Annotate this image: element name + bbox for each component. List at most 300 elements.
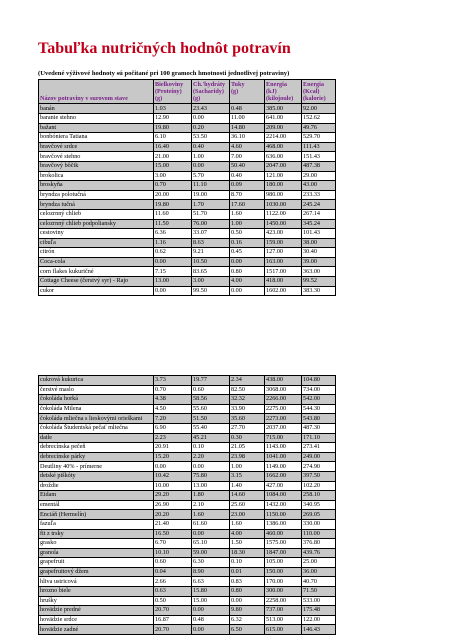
food-name-cell: čokoláda mliečna s lieskovými orieškami <box>39 414 154 424</box>
food-name-cell: brokolica <box>39 171 154 181</box>
energy-kcal-cell: 544.30 <box>302 404 336 414</box>
fat-cell: 1.00 <box>230 462 265 472</box>
energy-kj-cell: 418.00 <box>265 277 302 287</box>
energy-kcal-cell: 533.00 <box>302 596 336 606</box>
food-name-cell: čokoláda horká <box>39 395 154 405</box>
fat-cell: 2.34 <box>230 376 265 386</box>
food-name-cell: Eidam <box>39 491 154 501</box>
carbs-cell: 55.40 <box>192 423 230 433</box>
carbs-cell: 0.00 <box>192 462 230 472</box>
energy-kcal-cell: 258.10 <box>302 491 336 501</box>
protein-cell: 15.00 <box>154 161 192 171</box>
table-row <box>39 414 336 424</box>
protein-cell: 0.50 <box>154 596 192 606</box>
fat-cell: 6.50 <box>230 625 265 635</box>
food-name-cell: grapefruit <box>39 558 154 568</box>
energy-kcal-cell: 383.30 <box>302 286 336 296</box>
table-row <box>39 423 336 433</box>
carbs-cell: 0.00 <box>192 113 230 123</box>
protein-cell: 3.00 <box>154 171 192 181</box>
carbs-cell: 1.00 <box>192 152 230 162</box>
table-row <box>39 104 336 114</box>
protein-cell: 12.90 <box>154 113 192 123</box>
fat-cell: 1.60 <box>230 519 265 529</box>
fat-cell: 1.60 <box>230 209 265 219</box>
table-row <box>39 385 336 395</box>
carbs-cell: 6.63 <box>192 577 230 587</box>
protein-cell: 10.00 <box>154 481 192 491</box>
fat-cell: 1.00 <box>230 219 265 229</box>
protein-cell: 20.20 <box>154 510 192 520</box>
energy-kj-cell: 636.00 <box>265 152 302 162</box>
table-row <box>39 452 336 462</box>
food-name-cell: citrón <box>39 248 154 258</box>
fat-cell: 0.45 <box>230 248 265 258</box>
energy-kcal-cell: 111.43 <box>302 142 336 152</box>
food-name-cell: hovädzie zadné <box>39 625 154 635</box>
energy-kcal-cell: 36.00 <box>302 567 336 577</box>
food-name-cell: banán <box>39 104 154 114</box>
carbs-cell: 3.00 <box>192 277 230 287</box>
energy-kcal-cell: 110.00 <box>302 529 336 539</box>
protein-cell: 2.66 <box>154 577 192 587</box>
carbs-cell: 53.50 <box>192 133 230 143</box>
table-row <box>39 181 336 191</box>
protein-cell: 20.91 <box>154 443 192 453</box>
table-row <box>39 209 336 219</box>
energy-kj-cell: 385.00 <box>265 104 302 114</box>
table-header-row <box>39 80 336 104</box>
carbs-cell: 65.10 <box>192 539 230 549</box>
food-name-cell: bravčový bôčik <box>39 161 154 171</box>
carbs-cell: 55.60 <box>192 404 230 414</box>
fat-cell: 1.40 <box>230 481 265 491</box>
table-row <box>39 277 336 287</box>
carbs-cell: 75.80 <box>192 471 230 481</box>
fat-cell: 32.32 <box>230 395 265 405</box>
nutrition-table-part-2 <box>38 375 336 635</box>
table-row <box>39 395 336 405</box>
fat-cell: 11.00 <box>230 113 265 123</box>
carbs-cell: 33.07 <box>192 229 230 239</box>
carbs-cell: 1.60 <box>192 510 230 520</box>
energy-kj-cell: 980.00 <box>265 190 302 200</box>
energy-kj-cell: 1150.00 <box>265 510 302 520</box>
carbs-cell: 0.48 <box>192 615 230 625</box>
fat-cell: 0.48 <box>230 104 265 114</box>
protein-cell: 21.00 <box>154 152 192 162</box>
fat-cell: 0.30 <box>230 433 265 443</box>
energy-kj-cell: 121.00 <box>265 171 302 181</box>
table-row <box>39 152 336 162</box>
protein-cell: 19.80 <box>154 200 192 210</box>
food-name-cell: bažant <box>39 123 154 133</box>
carbs-cell: 76.00 <box>192 219 230 229</box>
table-row <box>39 443 336 453</box>
carbs-cell: 51.50 <box>192 414 230 424</box>
fat-cell: 8.70 <box>230 190 265 200</box>
carbs-cell: 0.00 <box>192 161 230 171</box>
fat-cell: 14.60 <box>230 491 265 501</box>
carbs-cell: 58.56 <box>192 395 230 405</box>
fat-cell: 0.09 <box>230 181 265 191</box>
protein-cell: 0.70 <box>154 181 192 191</box>
protein-cell: 4.50 <box>154 404 192 414</box>
energy-kcal-cell: 487.30 <box>302 423 336 433</box>
fat-cell: 23.98 <box>230 452 265 462</box>
protein-cell: 26.90 <box>154 500 192 510</box>
energy-kj-cell: 127.00 <box>265 248 302 258</box>
energy-kcal-cell: 152.62 <box>302 113 336 123</box>
food-name-cell: droždie <box>39 481 154 491</box>
carbs-cell: 15.00 <box>192 596 230 606</box>
energy-kj-cell: 1386.00 <box>265 519 302 529</box>
table-row <box>39 491 336 501</box>
table-row <box>39 123 336 133</box>
carbs-cell: 19.77 <box>192 376 230 386</box>
protein-cell: 20.70 <box>154 606 192 616</box>
energy-kcal-cell: 363.00 <box>302 267 336 277</box>
food-name-cell: hliva ustricová <box>39 577 154 587</box>
energy-kj-cell: 1662.00 <box>265 471 302 481</box>
energy-kj-cell: 2037.00 <box>265 423 302 433</box>
table-row <box>39 248 336 258</box>
food-name-cell: datle <box>39 433 154 443</box>
table-row <box>39 200 336 210</box>
energy-kj-cell: 1084.00 <box>265 491 302 501</box>
table-row <box>39 286 336 296</box>
energy-kcal-cell: 542.00 <box>302 395 336 405</box>
protein-cell: 7.20 <box>154 414 192 424</box>
table-row <box>39 161 336 171</box>
energy-kcal-cell: 233.33 <box>302 190 336 200</box>
energy-kcal-cell: 249.00 <box>302 452 336 462</box>
food-name-cell: debrecínske párky <box>39 452 154 462</box>
energy-kj-cell: 1041.00 <box>265 452 302 462</box>
fat-cell: 18.30 <box>230 548 265 558</box>
carbs-cell: 10.50 <box>192 257 230 267</box>
protein-cell: 15.20 <box>154 452 192 462</box>
energy-kcal-cell: 104.80 <box>302 376 336 386</box>
energy-kcal-cell: 273.41 <box>302 443 336 453</box>
carbs-cell: 0.00 <box>192 625 230 635</box>
table-row <box>39 587 336 597</box>
energy-kj-cell: 737.00 <box>265 606 302 616</box>
energy-kcal-cell: 245.24 <box>302 200 336 210</box>
energy-kcal-cell: 439.76 <box>302 548 336 558</box>
header-energy-kcal: Energia (Kcal) (kalorie) <box>302 80 336 104</box>
food-name-cell: detské piškóty <box>39 471 154 481</box>
energy-kj-cell: 2047.00 <box>265 161 302 171</box>
energy-kcal-cell: 269.05 <box>302 510 336 520</box>
energy-kj-cell: 1122.00 <box>265 209 302 219</box>
protein-cell: 21.40 <box>154 519 192 529</box>
carbs-cell: 0.60 <box>192 385 230 395</box>
carbs-cell: 59.00 <box>192 548 230 558</box>
table-row <box>39 113 336 123</box>
food-name-cell: broskyňa <box>39 181 154 191</box>
energy-kj-cell: 1575.00 <box>265 539 302 549</box>
energy-kj-cell: 641.00 <box>265 113 302 123</box>
table-row <box>39 471 336 481</box>
fat-cell: 33.90 <box>230 404 265 414</box>
energy-kcal-cell: 146.43 <box>302 625 336 635</box>
carbs-cell: 0.20 <box>192 123 230 133</box>
carbs-cell: 45.21 <box>192 433 230 443</box>
protein-cell: 0.60 <box>154 558 192 568</box>
energy-kj-cell: 2258.00 <box>265 596 302 606</box>
protein-cell: 11.60 <box>154 209 192 219</box>
food-name-cell: bravčové stehno <box>39 152 154 162</box>
food-name-cell: bryndza tučná <box>39 200 154 210</box>
food-name-cell: čokoláda Študentská pečať mliečna <box>39 423 154 433</box>
food-name-cell: cukor <box>39 286 154 296</box>
carbs-cell: 23.43 <box>192 104 230 114</box>
food-name-cell: bravčové srdce <box>39 142 154 152</box>
food-name-cell: corn flakes kukuričné <box>39 267 154 277</box>
food-name-cell: cibuľa <box>39 238 154 248</box>
carbs-cell: 61.60 <box>192 519 230 529</box>
fat-cell: 0.00 <box>230 596 265 606</box>
energy-kcal-cell: 529.70 <box>302 133 336 143</box>
energy-kcal-cell: 43.00 <box>302 181 336 191</box>
food-name-cell: bonbóniera Tatiana <box>39 133 154 143</box>
energy-kj-cell: 1143.00 <box>265 443 302 453</box>
fat-cell: 0.10 <box>230 558 265 568</box>
fat-cell: 36.10 <box>230 133 265 143</box>
carbs-cell: 99.50 <box>192 286 230 296</box>
table-row <box>39 238 336 248</box>
protein-cell: 20.00 <box>154 190 192 200</box>
food-name-cell: grapefruitový džem <box>39 567 154 577</box>
energy-kj-cell: 468.00 <box>265 142 302 152</box>
food-name-cell: čokoláda Milena <box>39 404 154 414</box>
fat-cell: 27.70 <box>230 423 265 433</box>
energy-kcal-cell: 151.43 <box>302 152 336 162</box>
fat-cell: 0.80 <box>230 587 265 597</box>
carbs-cell: 5.70 <box>192 171 230 181</box>
table-row <box>39 190 336 200</box>
energy-kcal-cell: 40.70 <box>302 577 336 587</box>
fat-cell: 21.05 <box>230 443 265 453</box>
table-row <box>39 500 336 510</box>
fat-cell: 0.00 <box>230 286 265 296</box>
header-energy-kj: Energia (kJ) (kilojoule) <box>265 80 302 104</box>
energy-kcal-cell: 175.48 <box>302 606 336 616</box>
energy-kj-cell: 1432.00 <box>265 500 302 510</box>
food-name-cell: celozrnný chlieb <box>39 209 154 219</box>
protein-cell: 0.63 <box>154 587 192 597</box>
energy-kj-cell: 460.00 <box>265 529 302 539</box>
carbs-cell: 2.20 <box>192 452 230 462</box>
protein-cell: 29.20 <box>154 491 192 501</box>
table-row <box>39 171 336 181</box>
energy-kj-cell: 105.00 <box>265 558 302 568</box>
food-name-cell: čerstvé maslo <box>39 385 154 395</box>
carbs-cell: 9.21 <box>192 248 230 258</box>
fat-cell: 4.00 <box>230 277 265 287</box>
protein-cell: 20.70 <box>154 625 192 635</box>
energy-kj-cell: 1030.00 <box>265 200 302 210</box>
energy-kcal-cell: 102.20 <box>302 481 336 491</box>
protein-cell: 0.00 <box>154 257 192 267</box>
energy-kj-cell: 423.00 <box>265 229 302 239</box>
table-row <box>39 133 336 143</box>
energy-kj-cell: 150.00 <box>265 567 302 577</box>
energy-kcal-cell: 25.00 <box>302 558 336 568</box>
fat-cell: 50.40 <box>230 161 265 171</box>
energy-kcal-cell: 30.40 <box>302 248 336 258</box>
protein-cell: 0.00 <box>154 286 192 296</box>
table-row <box>39 529 336 539</box>
carbs-cell: 8.90 <box>192 567 230 577</box>
energy-kj-cell: 163.00 <box>265 257 302 267</box>
energy-kcal-cell: 267.14 <box>302 209 336 219</box>
energy-kj-cell: 3068.00 <box>265 385 302 395</box>
energy-kcal-cell: 122.00 <box>302 615 336 625</box>
energy-kj-cell: 2275.00 <box>265 404 302 414</box>
energy-kcal-cell: 345.24 <box>302 219 336 229</box>
protein-cell: 0.70 <box>154 385 192 395</box>
nutrition-table-part-1 <box>38 79 336 296</box>
table-row <box>39 229 336 239</box>
energy-kcal-cell: 543.80 <box>302 414 336 424</box>
fat-cell: 0.16 <box>230 238 265 248</box>
energy-kcal-cell: 71.50 <box>302 587 336 597</box>
table-row <box>39 433 336 443</box>
energy-kj-cell: 615.00 <box>265 625 302 635</box>
table-row <box>39 606 336 616</box>
food-name-cell: debrecínska pečeň <box>39 443 154 453</box>
energy-kj-cell: 1847.00 <box>265 548 302 558</box>
header-protein: Bielkoviny (Proteíny) (g) <box>154 80 192 104</box>
carbs-cell: 6.30 <box>192 558 230 568</box>
carbs-cell: 15.80 <box>192 587 230 597</box>
protein-cell: 1.03 <box>154 104 192 114</box>
protein-cell: 13.00 <box>154 277 192 287</box>
table-row <box>39 625 336 635</box>
fat-cell: 0.40 <box>230 171 265 181</box>
energy-kj-cell: 2214.00 <box>265 133 302 143</box>
food-name-cell: Enciáň (Hermelín) <box>39 510 154 520</box>
carbs-cell: 0.10 <box>192 443 230 453</box>
fat-cell: 35.60 <box>230 414 265 424</box>
energy-kcal-cell: 376.80 <box>302 539 336 549</box>
protein-cell: 6.70 <box>154 539 192 549</box>
table-note: (Uvedené výživové hodnoty sú počítané pri 100 gramoch hmotnosti jednotlivej potraviny) <box>38 70 290 77</box>
energy-kcal-cell: 340.95 <box>302 500 336 510</box>
fat-cell: 9.80 <box>230 606 265 616</box>
protein-cell: 0.00 <box>154 462 192 472</box>
energy-kcal-cell: 49.76 <box>302 123 336 133</box>
table-row <box>39 558 336 568</box>
protein-cell: 2.23 <box>154 433 192 443</box>
food-name-cell: baranie stehno <box>39 113 154 123</box>
food-name-cell: ementál <box>39 500 154 510</box>
carbs-cell: 19.00 <box>192 190 230 200</box>
carbs-cell: 1.70 <box>192 200 230 210</box>
carbs-cell: 13.00 <box>192 481 230 491</box>
page-title: Tabuľka nutričných hodnôt potravín <box>38 40 291 57</box>
carbs-cell: 0.00 <box>192 606 230 616</box>
carbs-cell: 11.10 <box>192 181 230 191</box>
protein-cell: 1.16 <box>154 238 192 248</box>
table-row <box>39 142 336 152</box>
table-row <box>39 267 336 277</box>
food-name-cell: fit z trsky <box>39 529 154 539</box>
food-name-cell: Deutliny 40% - prímerne <box>39 462 154 472</box>
food-name-cell: Coca-cola <box>39 257 154 267</box>
energy-kj-cell: 427.00 <box>265 481 302 491</box>
protein-cell: 6.36 <box>154 229 192 239</box>
protein-cell: 10.10 <box>154 548 192 558</box>
food-name-cell: celozrnný chlieb podpoliansky <box>39 219 154 229</box>
protein-cell: 0.62 <box>154 248 192 258</box>
header-fat: Tuky (g) <box>230 80 265 104</box>
fat-cell: 25.60 <box>230 500 265 510</box>
food-name-cell: hrozno biele <box>39 587 154 597</box>
protein-cell: 4.38 <box>154 395 192 405</box>
energy-kj-cell: 1517.00 <box>265 267 302 277</box>
carbs-cell: 51.70 <box>192 209 230 219</box>
table-row <box>39 539 336 549</box>
energy-kcal-cell: 92.00 <box>302 104 336 114</box>
energy-kcal-cell: 487.38 <box>302 161 336 171</box>
table-row <box>39 462 336 472</box>
energy-kj-cell: 159.00 <box>265 238 302 248</box>
food-name-cell: granola <box>39 548 154 558</box>
carbs-cell: 8.63 <box>192 238 230 248</box>
energy-kcal-cell: 99.52 <box>302 277 336 287</box>
energy-kcal-cell: 39.00 <box>302 257 336 267</box>
fat-cell: 6.32 <box>230 615 265 625</box>
fat-cell: 0.01 <box>230 567 265 577</box>
fat-cell: 0.00 <box>230 257 265 267</box>
table-row <box>39 257 336 267</box>
energy-kcal-cell: 397.50 <box>302 471 336 481</box>
carbs-cell: 83.65 <box>192 267 230 277</box>
energy-kj-cell: 300.00 <box>265 587 302 597</box>
table-row <box>39 219 336 229</box>
carbs-cell: 0.40 <box>192 142 230 152</box>
food-name-cell: hovädzie predné <box>39 606 154 616</box>
table-row <box>39 404 336 414</box>
energy-kcal-cell: 330.00 <box>302 519 336 529</box>
food-name-cell: Cottage Cheese (čerstvý syr) - Rajo <box>39 277 154 287</box>
food-name-cell: grasko <box>39 539 154 549</box>
energy-kj-cell: 2273.00 <box>265 414 302 424</box>
energy-kj-cell: 1450.00 <box>265 219 302 229</box>
protein-cell: 16.40 <box>154 142 192 152</box>
protein-cell: 19.80 <box>154 123 192 133</box>
food-name-cell: bryndza polotučná <box>39 190 154 200</box>
carbs-cell: 2.10 <box>192 500 230 510</box>
energy-kcal-cell: 171.10 <box>302 433 336 443</box>
food-name-cell: cukrová kukurica <box>39 376 154 386</box>
energy-kcal-cell: 734.00 <box>302 385 336 395</box>
fat-cell: 0.80 <box>230 267 265 277</box>
protein-cell: 6.90 <box>154 423 192 433</box>
food-name-cell: fazuľa <box>39 519 154 529</box>
table-row <box>39 481 336 491</box>
food-name-cell: hrušky <box>39 596 154 606</box>
food-name-cell: hovädzie srdce <box>39 615 154 625</box>
fat-cell: 23.00 <box>230 510 265 520</box>
fat-cell: 7.00 <box>230 152 265 162</box>
energy-kcal-cell: 29.00 <box>302 171 336 181</box>
energy-kj-cell: 209.00 <box>265 123 302 133</box>
energy-kj-cell: 2266.00 <box>265 395 302 405</box>
